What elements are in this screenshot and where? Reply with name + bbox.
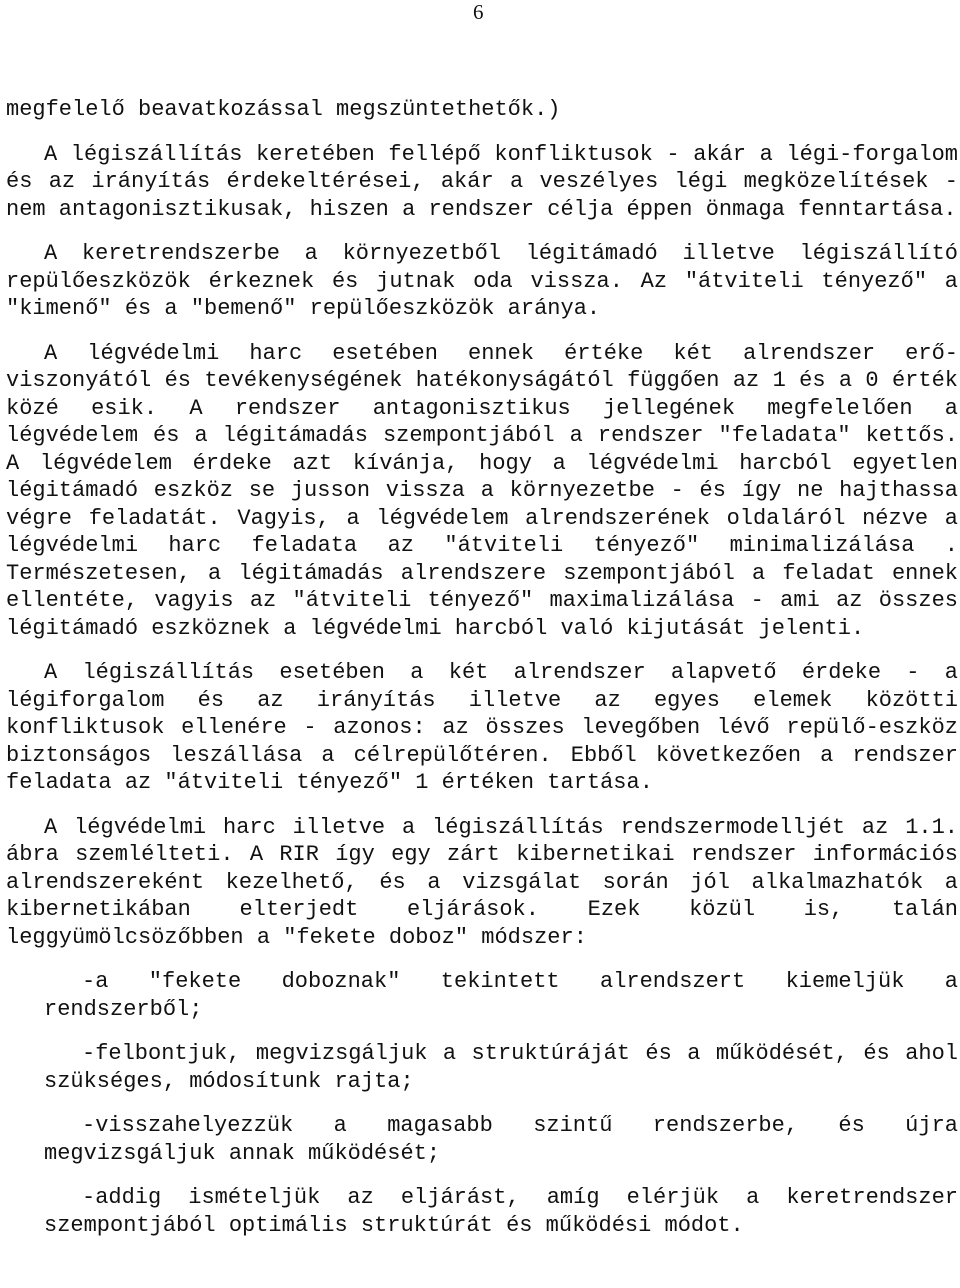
list-item: -addig ismételjük az eljárást, amíg elérjük a keretrendszer szempontjából optimális struktúrát és működési módot. <box>44 1185 958 1238</box>
document-body <box>6 96 958 1256</box>
paragraph: A légvédelmi harc illetve a légiszállítás rendszermodelljét az 1.1. ábra szemlélteti. A RIR így egy zárt kibernetikai rendszer információs alrendszereként kezelhető, és a vizsgálat során jól alkalmazhatók a kibernetikában elterjedt eljárások. Ezek közül is, talán leggyümölcsözőbben a "fekete doboz" módszer: <box>6 814 958 950</box>
list-item: -a "fekete doboznak" tekintett alrendszert kiemeljük a rendszerből; <box>44 969 958 1022</box>
page-number: 6 <box>473 0 484 24</box>
paragraph: A keretrendszerbe a környezetből légitámadó illetve légiszállító repülőeszközök érkeznek és jutnak oda vissza. Az "átviteli tényező" a "kimenő" és a "bemenő" repülőeszközök aránya. <box>6 241 958 321</box>
paragraph: megfelelő beavatkozással megszüntethetők.) <box>6 97 561 122</box>
paragraph: A légvédelmi harc esetében ennek értéke két alrendszer erő-viszonyától és tevékenységének hatékonyságától függően az 1 és a 0 érték közé esik. A rendszer antagonisztikus jellegének megfelelően a légvédelem és a légitámadás szempontjából a rendszer "feladata" kettős. A légvédelem érdeke azt kívánja, hogy a légvédelmi harcból egyetlen légitámadó eszköz se jusson vissza a környezetbe - és így ne hajthassa végre feladatát. Vagyis, a légvédelem alrendszerének oldaláról nézve a légvédelmi harc feladata az "átviteli tényező" minimalizálása . Természetesen, a légitámadás alrendszere szempontjából a feladat ennek ellentéte, vagyis az "átviteli tényező" maximalizálása - ami az összes légitámadó eszköznek a légvédelmi harcból való kijutását jelenti. <box>6 340 958 641</box>
list-item: -visszahelyezzük a magasabb szintű rendszerbe, és újra megvizsgáljuk annak működését; <box>44 1113 958 1166</box>
paragraph: A légiszállítás keretében fellépő konfliktusok - akár a légi-forgalom és az irányítás érdekeltérései, akár a veszélyes légi megközelítések - nem antagonisztikusak, hiszen a rendszer célja éppen önmaga fenntartása. <box>6 141 958 222</box>
list-item: -felbontjuk, megvizsgáljuk a struktúráját és a működését, és ahol szükséges, módosítunk rajta; <box>44 1041 958 1094</box>
paragraph: A légiszállítás esetében a két alrendszer alapvető érdeke - a légiforgalom és az irányítás illetve az egyes elemek közötti konfliktusok ellenére - azonos: az összes levegőben lévő repülő-eszköz biztonságos leszállása a célrepülőtéren. Ebből következően a rendszer feladata az "átviteli tényező" 1 értéken tartása. <box>6 660 958 795</box>
